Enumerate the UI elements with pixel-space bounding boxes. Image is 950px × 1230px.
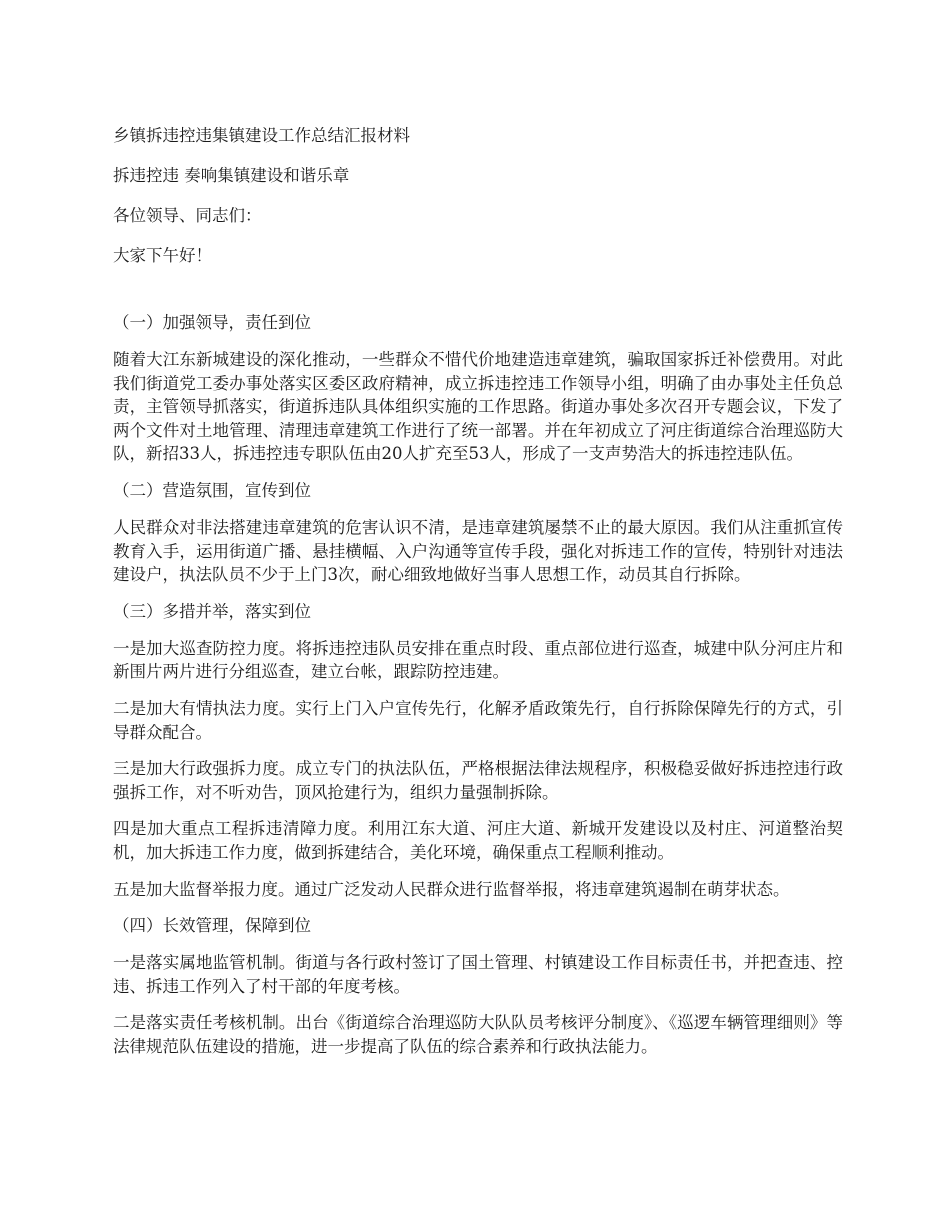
document-subtitle: 拆违控违 奏响集镇建设和谐乐章 bbox=[113, 166, 350, 185]
section-heading: （二）营造氛围，宣传到位 bbox=[113, 480, 311, 500]
section-paragraph: 二是加大有情执法力度。实行上门入户宣传先行，化解矛盾政策先行，自行拆除保障先行的方式，引导群众配合。 bbox=[113, 698, 843, 742]
section-2 bbox=[113, 479, 843, 587]
section-paragraph: 二是落实责任考核机制。出台《街道综合治理巡防大队队员考核评分制度》、《巡逻车辆管理细则》等法律规范队伍建设的措施，进一步提高了队伍的综合素养和行政执法能力。 bbox=[113, 1013, 843, 1056]
section-heading: （四）长效管理，保障到位 bbox=[113, 916, 311, 936]
document-page bbox=[113, 124, 843, 1071]
spacer bbox=[113, 268, 843, 311]
section-paragraph: 随着大江东新城建设的深化推动，一些群众不惜代价地建造违章建筑，骗取国家拆迁补偿费用。对此我们街道党工委办事处落实区委区政府精神，成立拆违控违工作领导小组，明确了由办事处主任负总责，主管领导抓落实，街道拆违队具体组织实施的工作思路。街道办事处多次召开专题会议，下发了两个文件对土地管理、清理违章建筑工作进行了统一部署。并在年初成立了河庄街道综合治理巡防大队，新招33人，拆违控违专职队伍由20人扩充至53人，形成了一支声势浩大的拆违控违队伍。 bbox=[113, 350, 843, 464]
salutation: 各位领导、同志们： bbox=[113, 206, 262, 225]
section-paragraph: 一是落实属地监管机制。街道与各行政村签订了国土管理、村镇建设工作目标责任书，并把查违、控违、拆违工作列入了村干部的年度考核。 bbox=[113, 953, 843, 996]
section-paragraph: 四是加大重点工程拆违清障力度。利用江东大道、河庄大道、新城开发建设以及村庄、河道整治契机，加大拆违工作力度，做到拆建结合，美化环境，确保重点工程顺利推动。 bbox=[113, 819, 843, 862]
greeting: 大家下午好！ bbox=[113, 246, 212, 265]
section-1 bbox=[113, 311, 843, 466]
section-paragraph: 三是加大行政强拆力度。成立专门的执法队伍，严格根据法律法规程序，积极稳妥做好拆违控违行政强拆工作，对不听劝告，顶风抢建行为，组织力量强制拆除。 bbox=[113, 759, 843, 802]
section-heading: （一）加强领导，责任到位 bbox=[113, 313, 311, 332]
section-paragraph: 五是加大监督举报力度。通过广泛发动人民群众进行监督举报，将违章建筑遏制在萌芽状态。 bbox=[113, 879, 790, 899]
section-heading: （三）多措并举，落实到位 bbox=[113, 601, 311, 621]
document-title: 乡镇拆违控违集镇建设工作总结汇报材料 bbox=[113, 126, 410, 145]
section-3 bbox=[113, 600, 843, 901]
section-paragraph: 一是加大巡查防控力度。将拆违控违队员安排在重点时段、重点部位进行巡查，城建中队分河庄片和新围片两片进行分组巡查，建立台帐，跟踪防控违建。 bbox=[113, 638, 843, 682]
section-paragraph: 人民群众对非法搭建违章建筑的危害认识不清，是违章建筑屡禁不止的最大原因。我们从注重抓宣传教育入手，运用街道广播、悬挂横幅、入户沟通等宣传手段，强化对拆违工作的宣传，特别针对违法建设户，执法队员不少于上门3次，耐心细致地做好当事人思想工作，动员其自行拆除。 bbox=[113, 517, 843, 585]
section-4 bbox=[113, 914, 843, 1058]
